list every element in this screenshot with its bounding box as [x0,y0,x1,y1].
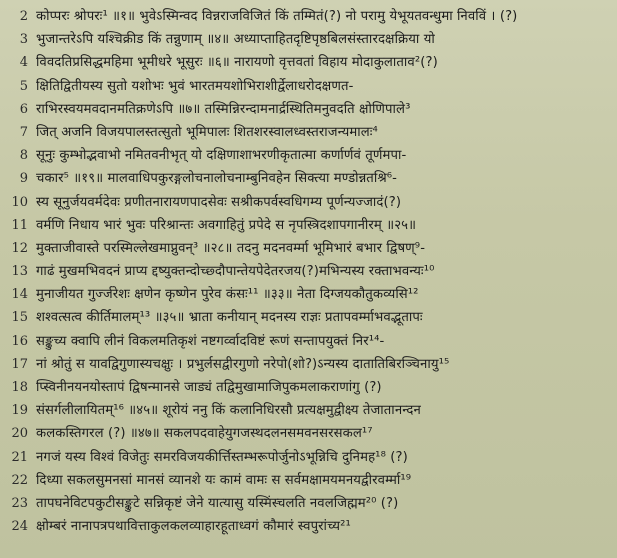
line-number: 6 [19,101,28,117]
text-line [0,28,617,51]
line-text: चकार⁵ ॥१९॥ मालवाधिपकुरङ्गलोचनालोचनाम्बुनिवहेन सिक्त्या मण्डोन्नतश्रि⁶- [36,171,398,187]
line-number: 23 [11,495,28,511]
line-number: 2 [19,9,28,24]
line-number: 13 [11,264,28,280]
text-line [0,376,617,399]
line-number: 3 [19,32,28,48]
text-line [0,144,617,167]
line-text: राभिरस्वयमवदानमतिक्रणेऽपि ॥७॥ तस्मिन्निरन्दामनार्द्रस्थितिमनुवदति क्षोणिपाले³ [36,101,411,117]
line-text: कोप्परः श्रोपरः¹ ॥१॥ भुवेऽस्मिन्वद विन्नराजविजितं किं तम्मितं(?) नो परामु येभूयतवन्धुमा निवविं । (?) [36,9,518,24]
line-number: 10 [11,194,28,210]
line-number: 19 [11,403,28,419]
line-number: 14 [11,287,28,303]
line-number: 20 [11,426,28,442]
line-text: प्स्विनीनयनयोस्तापं द्विषन्मानसे जाड्यं तद्विमुखामाजिपुकमलाकराणांगु (?) [36,380,382,395]
text-line [0,353,617,376]
text-line [0,306,617,329]
line-text: क्षितिद्वितीयस्य सुतो यशोभः भुवं भारतमयशोभिराशीर्द्वेलाधरोदक्षणत- [36,78,354,94]
text-line [0,167,617,190]
line-number: 18 [11,380,28,395]
text-line [0,260,617,283]
line-number: 16 [11,333,28,349]
line-text: कलकस्तिगरल (?) ॥४७॥ सकलपदवाहेयुगजस्थदलनसमवनसरसकल¹⁷ [36,426,373,442]
text-line [0,283,617,306]
line-text: गाढं मुखमभिवदनं प्राप्य द्दष्युक्तन्दोच्छ्दौपान्तेयपेदेतरजय(?)मभिन्यस्य रक्ताभवन्यः¹⁰ [36,264,435,280]
line-number: 9 [19,171,28,187]
text-line [0,446,617,469]
line-text: क्षोम्बरं नानापत्रपथावित्ताकुलकलव्याहारहूताध्वगं कौमारं स्वपुरांच्य²¹ [36,519,351,535]
text-line [0,51,617,74]
text-line [0,330,617,353]
line-text: सङ्कुच्य क्वापि लीनं विकलमतिकृशं नष्टगर्व्वादविष्टं रूणं सन्तापयुक्तं निर¹⁴- [36,333,385,349]
line-text: नगजं यस्य विश्वं विजेतुः समरविजयकीर्त्तिस्तम्भरूपोर्जुनोऽभून्निचि दुनिमह¹⁸ (?) [36,449,408,465]
text-line [0,5,617,28]
line-text: नां श्रोतुं स यावद्विगुणास्यचक्षुः । प्रभुर्लसद्वीरगुणो नरेपो(शो?)ऽन्यस्य दातातिबिरञ्चिनायु¹⁵ [36,356,450,372]
text-line [0,515,617,538]
line-text: तापघनेविटपकुटीसङ्कुटे सन्निकृष्टं जेने यात्यासु यस्मिंस्चलति नवलजिह्मम²⁰ (?) [36,495,399,511]
line-text: दिध्या सकलसुमनसां मानसं व्यानशे यः कामं वामः स सर्वमक्षामयमनयद्वीरवर्म्मा¹⁹ [36,472,412,488]
line-number: 24 [11,519,28,535]
text-line [0,75,617,98]
line-text: मुक्ताजीवास्ते परस्मिल्लेखमाप्नुवन्³ ॥२८॥ तदनु मदनवर्म्मा भूमिभारं बभार द्विषण्⁹- [36,240,426,256]
line-text: विवदतिप्रसिद्धमहिमा भूमीधरे भूसुरः ॥६॥ नारायणो वृत्तवतां विहाय मोदाकुलाताव²(?) [36,55,438,71]
line-number: 7 [19,124,28,140]
line-text: मुनाजीयत गुर्ज्जरेशः क्षणेन कृष्णेन पुरेव कंसः¹¹ ॥३३॥ नेता दिग्जयकौतुकव्यसि¹² [36,287,419,303]
text-line [0,492,617,515]
line-number: 22 [11,472,28,488]
line-text: शश्वत्सत्व कीर्तिमालम्¹³ ॥३५॥ भ्राता कनीयान् मदनस्य राज्ञः प्रतापवर्म्माभवद्भूतापः [36,310,423,326]
line-text: सूनुः कुम्भोद्भवाभो नमितवनीभृत् यो दक्षिणाशाभरणीकृतात्मा कर्णार्णवं तूर्णमपा- [36,148,407,164]
line-text: भुजान्तरेऽपि यश्चिक्रीड किं तन्नुणाम् ॥४॥ अध्याप्ताहितदृष्टिपृष्ठबिलसंस्तारदक्षक्रिया यो [36,32,435,48]
text-line [0,98,617,121]
text-line [0,399,617,422]
text-line [0,214,617,237]
line-text: जित् अजनि विजयपालस्तत्सुतो भूमिपालः शितशरस्वालध्वस्तराजन्यमालः⁴ [36,124,378,140]
text-lines [0,5,617,538]
text-line [0,422,617,445]
line-text: संसर्गलीलायितम्¹⁶ ॥४५॥ शूरोयं ननु किं कलानिधिरसौ प्रत्यक्षमुद्वीक्ष्य तेजातानन्दन [36,403,421,419]
text-line [0,121,617,144]
line-number: 12 [11,240,28,256]
line-number: 8 [19,148,28,164]
line-number: 17 [11,356,28,372]
line-number: 15 [11,310,28,326]
line-text: वर्मणि निधाय भारं भुवः परिश्रान्तः अवगाहितुं प्रपेदे स नृपस्त्रिदशापगानीरम् ॥२५॥ [36,217,417,233]
line-text: स्य सूनुर्जयवर्मदेवः प्रणीतनारायणपादसेवः सश्रीकपर्वस्वधिगम्य पूर्णन्यज्जादं(?) [36,194,402,210]
line-number: 5 [19,78,28,94]
line-number: 21 [11,449,28,465]
text-line [0,237,617,260]
line-number: 11 [11,217,28,233]
line-number: 4 [19,55,28,71]
text-line [0,191,617,214]
text-line [0,469,617,492]
